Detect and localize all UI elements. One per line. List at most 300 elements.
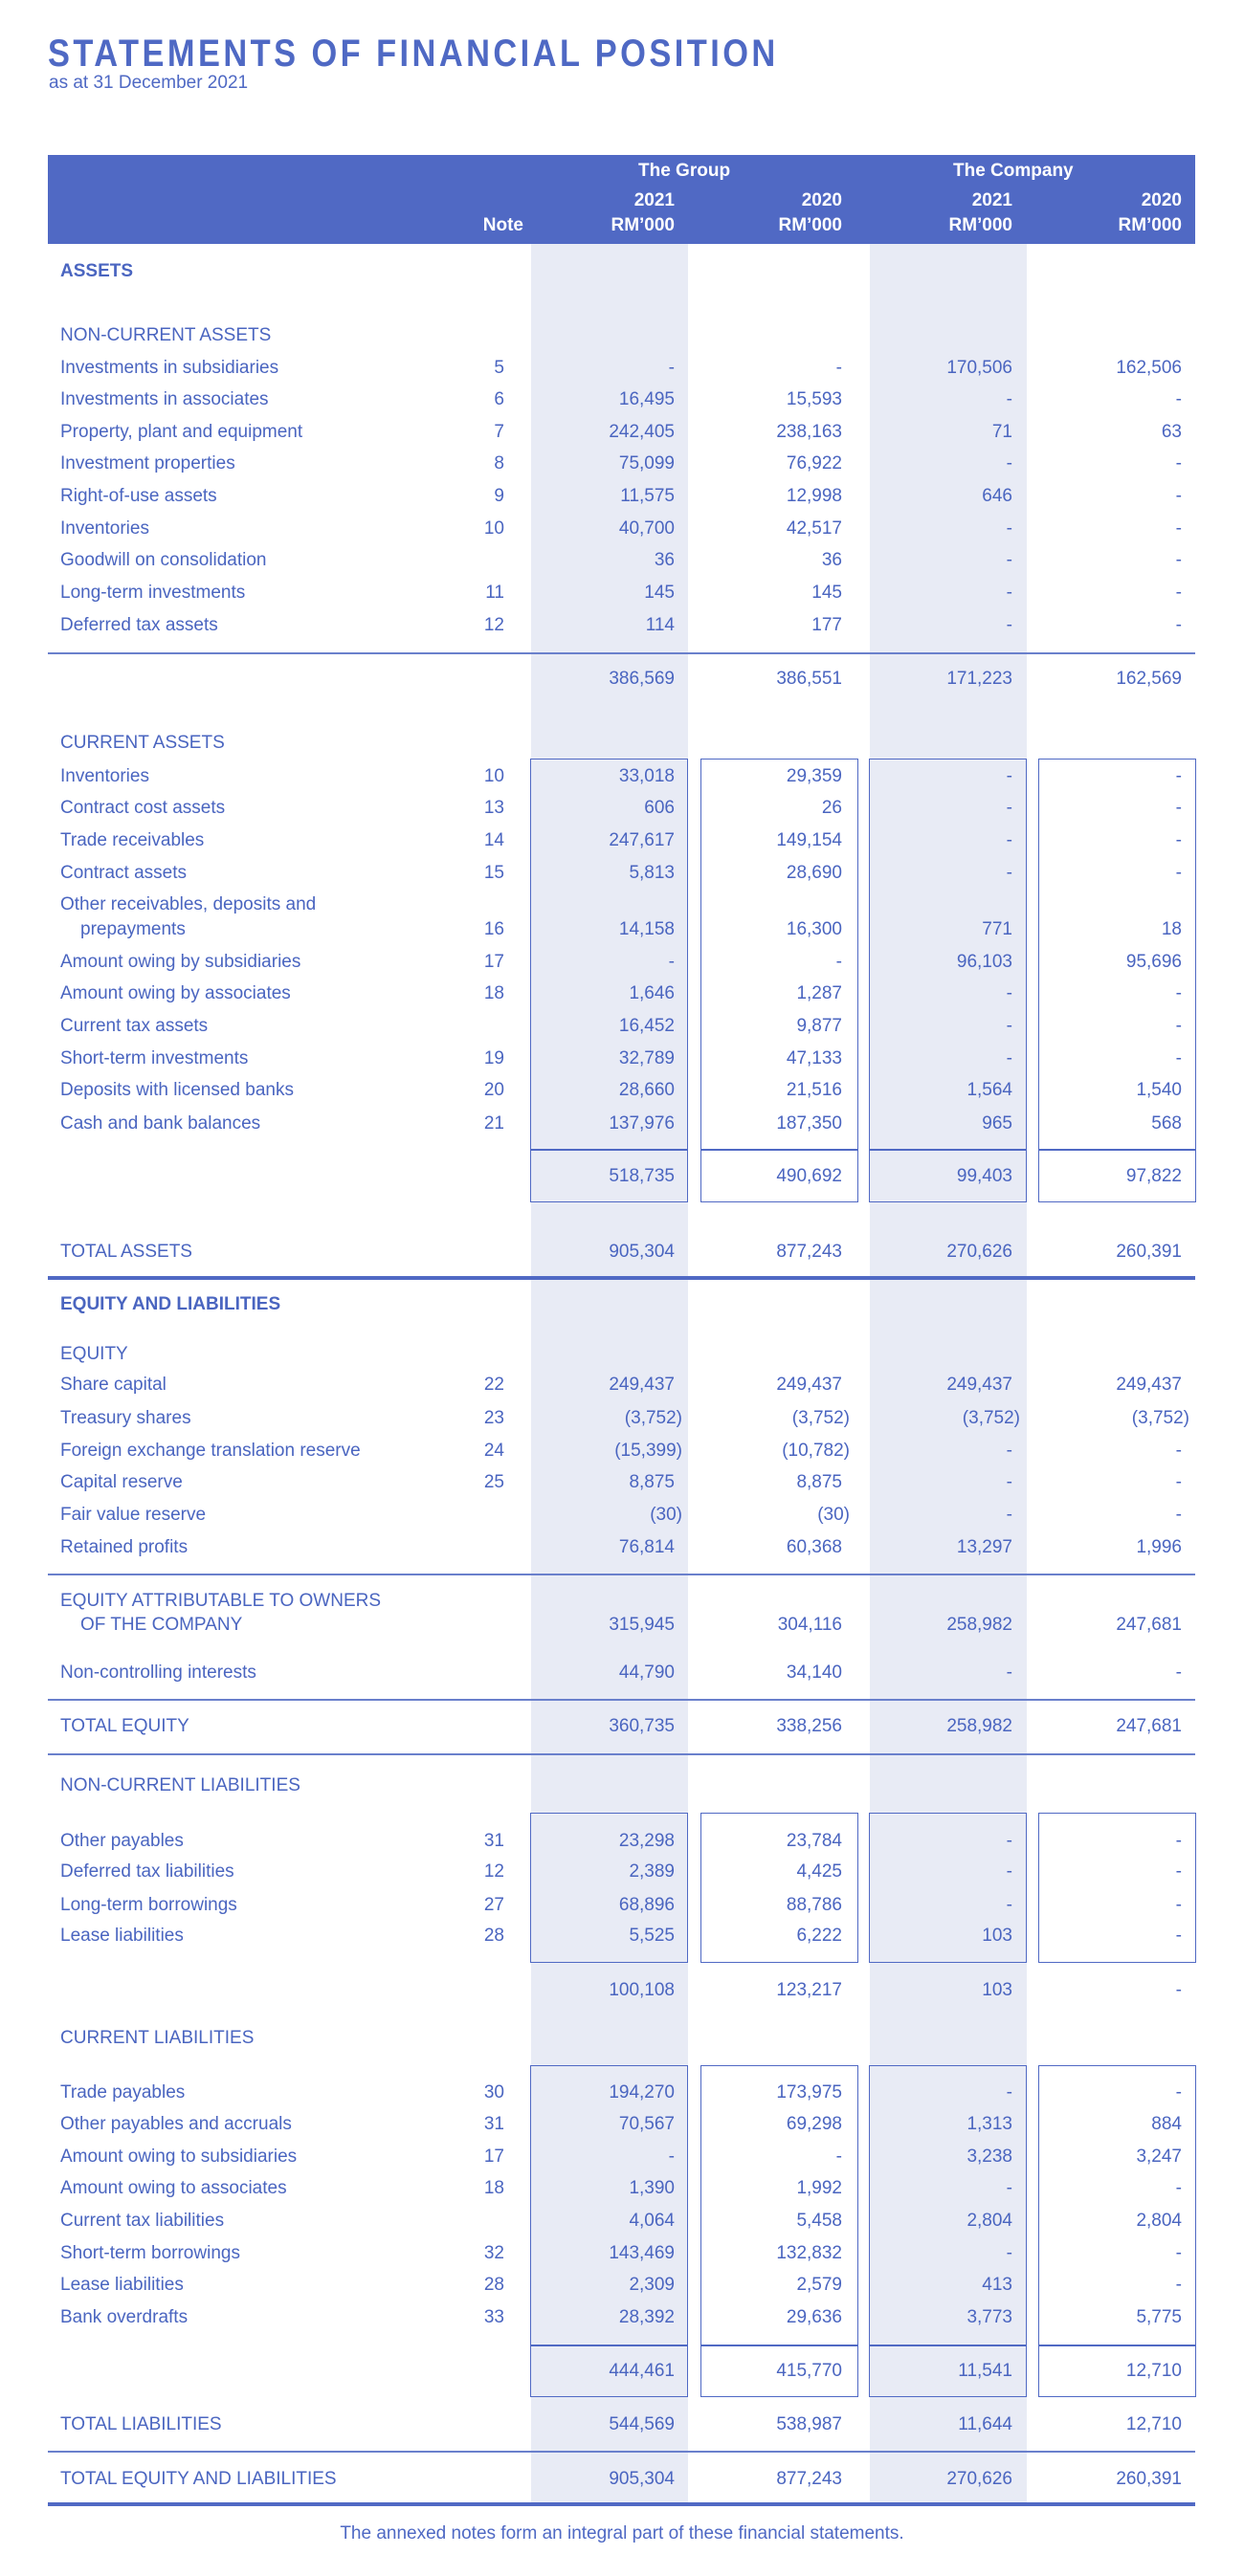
value-company-2020: 247,681 [1116, 1615, 1182, 1635]
section-heading: EQUITY AND LIABILITIES [60, 1294, 281, 1314]
cl-box-divider [869, 2345, 1027, 2346]
row-note: 16 [483, 919, 504, 939]
table-row [48, 830, 1195, 859]
value-group-2020: 2,579 [796, 2275, 842, 2295]
value-group-2021: 16,452 [618, 1016, 675, 1036]
value-group-2021: 247,617 [609, 830, 675, 850]
section-equity [48, 1344, 1195, 1373]
value-group-2021: 2,309 [629, 2275, 675, 2295]
row-note: 19 [483, 1048, 504, 1068]
row-label: Investment properties [60, 453, 235, 473]
row-note: 21 [483, 1113, 504, 1134]
value-company-2021: - [1006, 2178, 1012, 2198]
value-company-2021: 3,773 [966, 2307, 1012, 2327]
table-row [48, 358, 1195, 386]
value-company-2021: - [1006, 583, 1012, 603]
row-label: Inventories [60, 518, 149, 539]
value-company-2020: - [1175, 2178, 1182, 2198]
value-company-2020: - [1175, 1048, 1182, 1068]
value-group-2021: - [668, 952, 675, 972]
value-group-2020: 877,243 [776, 2469, 842, 2489]
section-heading: CURRENT LIABILITIES [60, 2028, 255, 2048]
value-group-2020: 238,163 [776, 422, 842, 442]
value-group-2021: 386,569 [609, 669, 675, 689]
section-equity-and-liabilities [48, 1294, 1195, 1323]
value-group-2020: 490,692 [776, 1166, 842, 1186]
row-note: 11 [485, 583, 504, 603]
cl-box-divider [700, 2345, 858, 2346]
value-group-2021: 33,018 [618, 766, 675, 786]
value-company-2021: - [1006, 1048, 1012, 1068]
value-group-2021: 360,735 [609, 1716, 675, 1736]
value-group-2020: 386,551 [776, 669, 842, 689]
value-group-2020: 304,116 [777, 1615, 842, 1635]
value-company-2021: 103 [982, 1980, 1012, 2000]
table-row [48, 453, 1195, 482]
value-company-2020: - [1175, 1861, 1182, 1882]
row-note: 18 [483, 983, 504, 1003]
value-company-2020: 247,681 [1116, 1716, 1182, 1736]
value-company-2021: - [1006, 1895, 1012, 1915]
value-company-2020: (3,752) [1131, 1408, 1189, 1428]
cl-box-divider [1038, 2345, 1196, 2346]
value-group-2020: 28,690 [786, 863, 842, 883]
value-group-2020: 415,770 [776, 2361, 842, 2381]
row-label: Cash and bank balances [60, 1113, 261, 1134]
value-group-2021: 32,789 [618, 1048, 675, 1068]
row-label: Lease liabilities [60, 1926, 184, 1946]
table-row [48, 389, 1195, 418]
value-company-2020: 884 [1151, 2114, 1182, 2134]
value-company-2020: 5,775 [1136, 2307, 1182, 2327]
row-label: Contract assets [60, 863, 187, 883]
value-group-2021: 76,814 [618, 1537, 675, 1557]
table-row [48, 1080, 1195, 1109]
value-group-2020: 1,992 [796, 2178, 842, 2198]
value-group-2021: 315,945 [609, 1615, 675, 1635]
row-note: 10 [483, 766, 504, 786]
value-company-2021: 103 [982, 1926, 1012, 1946]
row-label: Non-controlling interests [60, 1662, 256, 1683]
value-company-2020: - [1175, 389, 1182, 409]
total-liabilities-rule [48, 2451, 1195, 2453]
value-group-2021: 137,976 [609, 1113, 675, 1134]
row-note: 14 [483, 830, 504, 850]
row-label: Goodwill on consolidation [60, 550, 267, 570]
row-label: Deferred tax liabilities [60, 1861, 234, 1882]
value-group-2020: 338,256 [776, 1716, 842, 1736]
value-company-2021: 96,103 [956, 952, 1012, 972]
value-company-2021: 1,564 [966, 1080, 1012, 1100]
value-group-2020: - [835, 2147, 842, 2167]
value-group-2020: (30) [817, 1505, 850, 1525]
value-company-2020: 260,391 [1116, 2469, 1182, 2489]
value-company-2021: 3,238 [966, 2147, 1012, 2167]
row-note: 9 [494, 486, 504, 506]
row-note: 25 [483, 1472, 504, 1492]
table-row [48, 798, 1195, 826]
value-group-2021: 249,437 [609, 1375, 675, 1395]
ca-box-divider [869, 1149, 1027, 1151]
value-group-2021: (30) [650, 1505, 682, 1525]
value-group-2021: 145 [644, 583, 675, 603]
value-company-2021: 1,313 [966, 2114, 1012, 2134]
value-company-2021: - [1006, 798, 1012, 818]
value-group-2021: 544,569 [609, 2414, 675, 2434]
value-group-2021: 28,392 [618, 2307, 675, 2327]
row-note: 12 [483, 1861, 504, 1882]
table-row [48, 983, 1195, 1012]
table-row [48, 1375, 1195, 1403]
equity-attributable-row-values [48, 1615, 1195, 1643]
value-group-2021: 23,298 [618, 1831, 675, 1851]
value-company-2021: - [1006, 615, 1012, 635]
value-company-2020: 1,540 [1136, 1080, 1182, 1100]
value-company-2021: - [1006, 1472, 1012, 1492]
value-company-2020: 12,710 [1125, 2361, 1182, 2381]
col-group-2020-unit: RM’000 [778, 215, 842, 235]
value-company-2021: (3,752) [962, 1408, 1020, 1428]
col-company-2021-unit: RM’000 [948, 215, 1012, 235]
table-row [48, 1016, 1195, 1045]
table-row [48, 550, 1195, 579]
section-heading: EQUITY [60, 1344, 128, 1364]
section-current-assets [48, 733, 1195, 761]
row-label: Other receivables, deposits and [60, 894, 317, 914]
value-group-2020: 47,133 [786, 1048, 842, 1068]
row-note: 33 [483, 2307, 504, 2327]
table-row [48, 422, 1195, 451]
value-company-2021: 413 [982, 2275, 1012, 2295]
row-note: 18 [483, 2178, 504, 2198]
value-company-2021: - [1006, 453, 1012, 473]
value-company-2020: 249,437 [1116, 1375, 1182, 1395]
value-group-2021: 606 [644, 798, 675, 818]
table-row [48, 2147, 1195, 2175]
value-group-2020: - [835, 952, 842, 972]
value-company-2020: - [1175, 518, 1182, 539]
ca-box-divider [1038, 1149, 1196, 1151]
value-group-2020: 4,425 [796, 1861, 842, 1882]
ca-box-divider [700, 1149, 858, 1151]
value-group-2021: 242,405 [609, 422, 675, 442]
row-note: 6 [494, 389, 504, 409]
section-non-current-liabilities [48, 1775, 1195, 1804]
row-label: Investments in subsidiaries [60, 358, 279, 378]
value-group-2020: 60,368 [786, 1537, 842, 1557]
value-company-2021: 646 [982, 486, 1012, 506]
row-label: Lease liabilities [60, 2275, 184, 2295]
value-group-2021: - [668, 2147, 675, 2167]
row-label: Trade receivables [60, 830, 205, 850]
row-label: Deposits with licensed banks [60, 1080, 294, 1100]
row-label: Property, plant and equipment [60, 422, 303, 442]
value-group-2020: (3,752) [791, 1408, 850, 1428]
value-group-2020: 9,877 [796, 1016, 842, 1036]
value-company-2020: - [1175, 1926, 1182, 1946]
value-group-2021: 68,896 [618, 1895, 675, 1915]
col-group-2021-year: 2021 [633, 190, 675, 210]
value-company-2021: 71 [991, 422, 1012, 442]
value-company-2021: - [1006, 830, 1012, 850]
value-company-2021: 2,804 [966, 2211, 1012, 2231]
value-group-2021: 100,108 [609, 1980, 675, 2000]
section-heading: NON-CURRENT ASSETS [60, 325, 272, 345]
row-label: Trade payables [60, 2082, 186, 2103]
value-group-2021: 70,567 [618, 2114, 675, 2134]
value-group-2021: - [668, 358, 675, 378]
value-company-2020: - [1175, 550, 1182, 570]
value-company-2021: 11,541 [958, 2361, 1012, 2381]
col-company-2021-year: 2021 [971, 190, 1012, 210]
value-group-2020: 132,832 [776, 2243, 842, 2263]
value-group-2021: 14,158 [618, 919, 675, 939]
table-row [48, 766, 1195, 795]
value-group-2020: 26 [821, 798, 842, 818]
company-header: The Company [953, 161, 1074, 181]
table-row [48, 2275, 1195, 2303]
col-group-2021-unit: RM’000 [611, 215, 675, 235]
value-group-2020: 23,784 [786, 1831, 842, 1851]
row-note: 22 [483, 1375, 504, 1395]
row-label: Amount owing by subsidiaries [60, 952, 301, 972]
page-subtitle: as at 31 December 2021 [49, 73, 249, 93]
row-note: 28 [483, 1926, 504, 1946]
table-row [48, 615, 1195, 644]
subtotal-row-current-assets [48, 1166, 1195, 1195]
value-group-2020: 877,243 [776, 1242, 842, 1262]
table-row [48, 2211, 1195, 2239]
value-group-2021: (15,399) [614, 1441, 682, 1461]
footnote: The annexed notes form an integral part of these financial statements. [340, 2523, 904, 2543]
value-group-2021: 8,875 [629, 1472, 675, 1492]
table-row [48, 1926, 1195, 1954]
row-note: 32 [483, 2243, 504, 2263]
value-company-2021: - [1006, 863, 1012, 883]
value-company-2020: 162,569 [1116, 669, 1182, 689]
table-row [48, 919, 1195, 948]
value-company-2021: 965 [982, 1113, 1012, 1134]
section-current-liabilities [48, 2028, 1195, 2057]
row-label: Short-term investments [60, 1048, 249, 1068]
group-header: The Group [638, 161, 731, 181]
value-group-2021: 40,700 [618, 518, 675, 539]
value-company-2020: 3,247 [1136, 2147, 1182, 2167]
row-note: 28 [483, 2275, 504, 2295]
value-company-2020: - [1175, 1895, 1182, 1915]
value-company-2020: - [1175, 1472, 1182, 1492]
table-row [48, 1113, 1195, 1142]
row-label-continued: prepayments [80, 919, 186, 939]
value-group-2021: 4,064 [629, 2211, 675, 2231]
value-company-2020: 260,391 [1116, 1242, 1182, 1262]
value-company-2020: - [1175, 2275, 1182, 2295]
value-company-2021: - [1006, 1861, 1012, 1882]
value-company-2020: 12,710 [1125, 2414, 1182, 2434]
row-label: Treasury shares [60, 1408, 191, 1428]
value-group-2020: - [835, 358, 842, 378]
total-assets-rule [48, 1276, 1195, 1280]
value-group-2020: 16,300 [786, 919, 842, 939]
value-company-2020: 162,506 [1116, 358, 1182, 378]
row-note: 20 [483, 1080, 504, 1100]
value-group-2020: 36 [821, 550, 842, 570]
table-row [48, 583, 1195, 611]
value-group-2020: 12,998 [786, 486, 842, 506]
value-group-2020: 177 [811, 615, 842, 635]
value-company-2020: 18 [1161, 919, 1182, 939]
value-company-2021: - [1006, 389, 1012, 409]
total-equity-row [48, 1716, 1195, 1745]
value-company-2020: 97,822 [1125, 1166, 1182, 1186]
row-note: 8 [494, 453, 504, 473]
value-company-2020: - [1175, 1980, 1182, 2000]
total-liabilities-row [48, 2414, 1195, 2443]
total-equity-and-liabilities-row [48, 2469, 1195, 2498]
value-company-2021: 771 [982, 919, 1012, 939]
row-label: Amount owing to subsidiaries [60, 2147, 298, 2167]
row-note: 17 [483, 2147, 504, 2167]
table-row [48, 1472, 1195, 1501]
non-controlling-interests-row [48, 1662, 1195, 1691]
value-group-2020: 29,636 [786, 2307, 842, 2327]
value-company-2020: - [1175, 766, 1182, 786]
value-group-2020: 76,922 [786, 453, 842, 473]
value-group-2020: 123,217 [776, 1980, 842, 2000]
row-label: Current tax liabilities [60, 2211, 225, 2231]
value-group-2021: 905,304 [609, 1242, 675, 1262]
value-group-2021: 114 [645, 615, 675, 635]
value-company-2020: - [1175, 863, 1182, 883]
row-note: 12 [483, 615, 504, 635]
value-group-2020: 149,154 [776, 830, 842, 850]
row-label: EQUITY ATTRIBUTABLE TO OWNERS [60, 1591, 382, 1611]
value-group-2020: 538,987 [776, 2414, 842, 2434]
row-label: Capital reserve [60, 1472, 183, 1492]
value-company-2020: 95,696 [1125, 952, 1182, 972]
value-group-2021: 11,575 [620, 486, 675, 506]
value-company-2020: - [1175, 615, 1182, 635]
value-company-2021: 258,982 [946, 1615, 1012, 1635]
value-company-2020: - [1175, 1016, 1182, 1036]
value-group-2020: 8,875 [796, 1472, 842, 1492]
row-label: Right-of-use assets [60, 486, 217, 506]
value-company-2020: - [1175, 1662, 1182, 1683]
subtotal-row-non-current-liabilities [48, 1980, 1195, 2009]
row-label: TOTAL EQUITY [60, 1716, 189, 1736]
table-row [48, 863, 1195, 892]
row-label: Long-term investments [60, 583, 246, 603]
subtotal-row-current-liabilities [48, 2361, 1195, 2389]
value-company-2020: - [1175, 830, 1182, 850]
value-company-2021: 170,506 [946, 358, 1012, 378]
value-group-2020: 34,140 [786, 1662, 842, 1683]
row-label: Short-term borrowings [60, 2243, 240, 2263]
value-group-2020: 5,458 [796, 2211, 842, 2231]
row-note: 23 [483, 1408, 504, 1428]
row-label: Bank overdrafts [60, 2307, 189, 2327]
value-company-2021: - [1006, 766, 1012, 786]
table-row [48, 2082, 1195, 2111]
value-group-2021: 518,735 [609, 1166, 675, 1186]
total-assets-row [48, 1242, 1195, 1270]
row-note: 7 [494, 422, 504, 442]
value-group-2021: 2,389 [629, 1861, 675, 1882]
value-company-2020: - [1175, 2243, 1182, 2263]
table-row [48, 1537, 1195, 1566]
row-note: 5 [494, 358, 504, 378]
row-label: Inventories [60, 766, 149, 786]
value-company-2021: 270,626 [946, 1242, 1012, 1262]
value-group-2021: 44,790 [618, 1662, 675, 1683]
value-company-2020: - [1175, 453, 1182, 473]
page-title: STATEMENTS OF FINANCIAL POSITION [48, 33, 779, 75]
row-label: Retained profits [60, 1537, 189, 1557]
value-company-2021: - [1006, 2243, 1012, 2263]
row-label: Other payables [60, 1831, 184, 1851]
value-group-2021: 1,390 [629, 2178, 675, 2198]
col-company-2020-unit: RM’000 [1118, 215, 1182, 235]
table-row [48, 952, 1195, 980]
table-row [48, 2307, 1195, 2336]
value-group-2020: 173,975 [776, 2082, 842, 2103]
value-group-2020: (10,782) [782, 1441, 850, 1461]
value-company-2020: - [1175, 798, 1182, 818]
section-heading: CURRENT ASSETS [60, 733, 225, 753]
value-company-2021: 270,626 [946, 2469, 1012, 2489]
value-company-2020: 1,996 [1136, 1537, 1182, 1557]
value-company-2020: 568 [1151, 1113, 1182, 1134]
row-note: 10 [483, 518, 504, 539]
section-heading: NON-CURRENT LIABILITIES [60, 1775, 300, 1795]
row-note: 31 [483, 2114, 504, 2134]
value-group-2021: 16,495 [618, 389, 675, 409]
section-non-current-assets [48, 325, 1195, 354]
value-company-2020: - [1175, 1505, 1182, 1525]
row-label: Foreign exchange translation reserve [60, 1441, 361, 1461]
value-company-2020: - [1175, 583, 1182, 603]
row-note: 13 [483, 798, 504, 818]
equity-rule [48, 1574, 1195, 1575]
row-note: 17 [483, 952, 504, 972]
section-heading: ASSETS [60, 261, 134, 281]
value-group-2021: (3,752) [624, 1408, 682, 1428]
subtotal-row-non-current-assets [48, 669, 1195, 697]
row-label: TOTAL EQUITY AND LIABILITIES [60, 2469, 337, 2489]
value-company-2021: 13,297 [956, 1537, 1012, 1557]
value-group-2021: 905,304 [609, 2469, 675, 2489]
table-row [48, 2114, 1195, 2143]
row-label: Other payables and accruals [60, 2114, 292, 2134]
value-company-2020: - [1175, 1441, 1182, 1461]
value-company-2021: 99,403 [956, 1166, 1012, 1186]
value-company-2021: - [1006, 1016, 1012, 1036]
col-group-2020-year: 2020 [801, 190, 842, 210]
table-row [48, 1895, 1195, 1924]
value-company-2020: - [1175, 1831, 1182, 1851]
row-note: 27 [483, 1895, 504, 1915]
section-assets [48, 261, 1195, 290]
value-group-2021: 143,469 [609, 2243, 675, 2263]
row-label: Share capital [60, 1375, 167, 1395]
value-group-2021: 5,525 [629, 1926, 675, 1946]
value-company-2021: - [1006, 1441, 1012, 1461]
row-label: Amount owing to associates [60, 2178, 287, 2198]
value-company-2021: 258,982 [946, 1716, 1012, 1736]
value-group-2020: 21,516 [786, 1080, 842, 1100]
value-group-2020: 15,593 [786, 389, 842, 409]
value-company-2020: 63 [1161, 422, 1182, 442]
